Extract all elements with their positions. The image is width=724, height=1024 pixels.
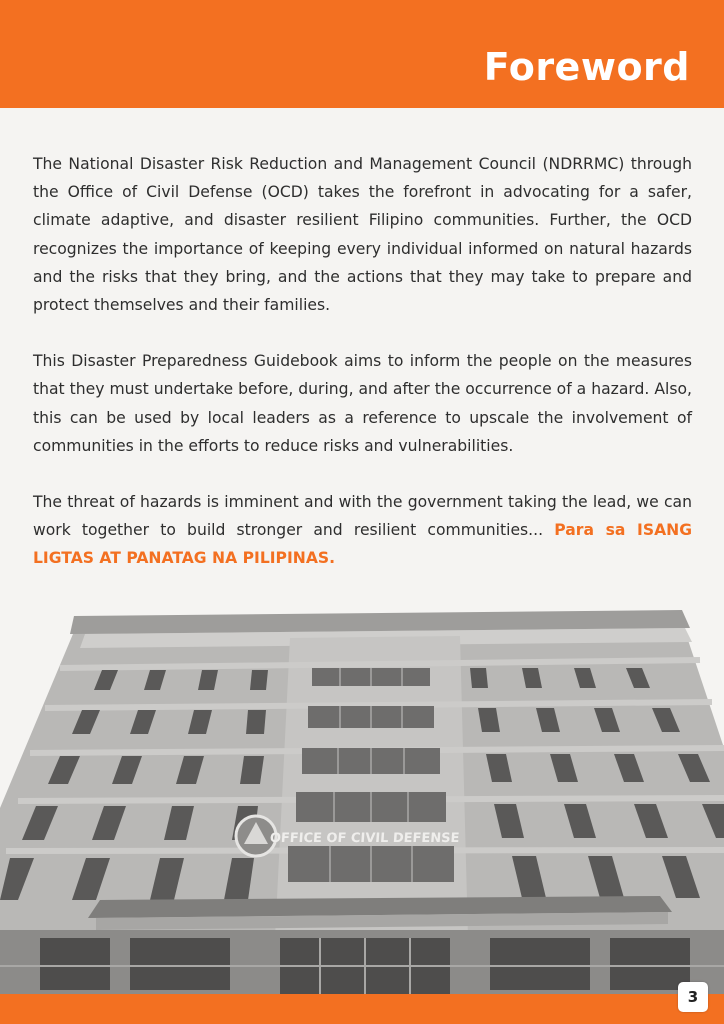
paragraph-3 — [33, 488, 692, 573]
ocd-building-photo — [0, 608, 724, 994]
foreword-body — [33, 150, 692, 601]
footer-band — [0, 994, 724, 1024]
building-illustration — [0, 608, 724, 994]
paragraph-2: This Disaster Preparedness Guidebook aims to inform the people on the measures that they must undertake before, during, and after the occurrence of a hazard. Also, this can be used by local leaders as a reference to upscale the involvement of communities in the efforts to reduce risks and vulnerabilities. — [33, 352, 692, 455]
page-number: 3 — [678, 982, 708, 1012]
page-title: Foreword — [483, 45, 690, 89]
building-sign: OFFICE OF CIVIL DEFENSE — [269, 831, 460, 846]
paragraph-1: The National Disaster Risk Reduction and Management Council (NDRRMC) through the Office of Civil Defense (OCD) takes the forefront in advocating for a safer, climate adaptive, and disaster resilient Filipino communities. Further, the OCD recognizes the importance of keeping every individual informed on natural hazards and the risks that they bring, and the actions that they may take to prepare and protect themselves and their families. — [33, 155, 692, 315]
paragraph-3-text: The threat of hazards is imminent and with the government taking the lead, we can work together to build stronger and resilient communities... — [33, 493, 692, 540]
header-band — [0, 0, 724, 108]
closing-slogan: Para sa ISANG LIGTAS AT PANATAG NA PILIPINAS. — [33, 521, 693, 568]
